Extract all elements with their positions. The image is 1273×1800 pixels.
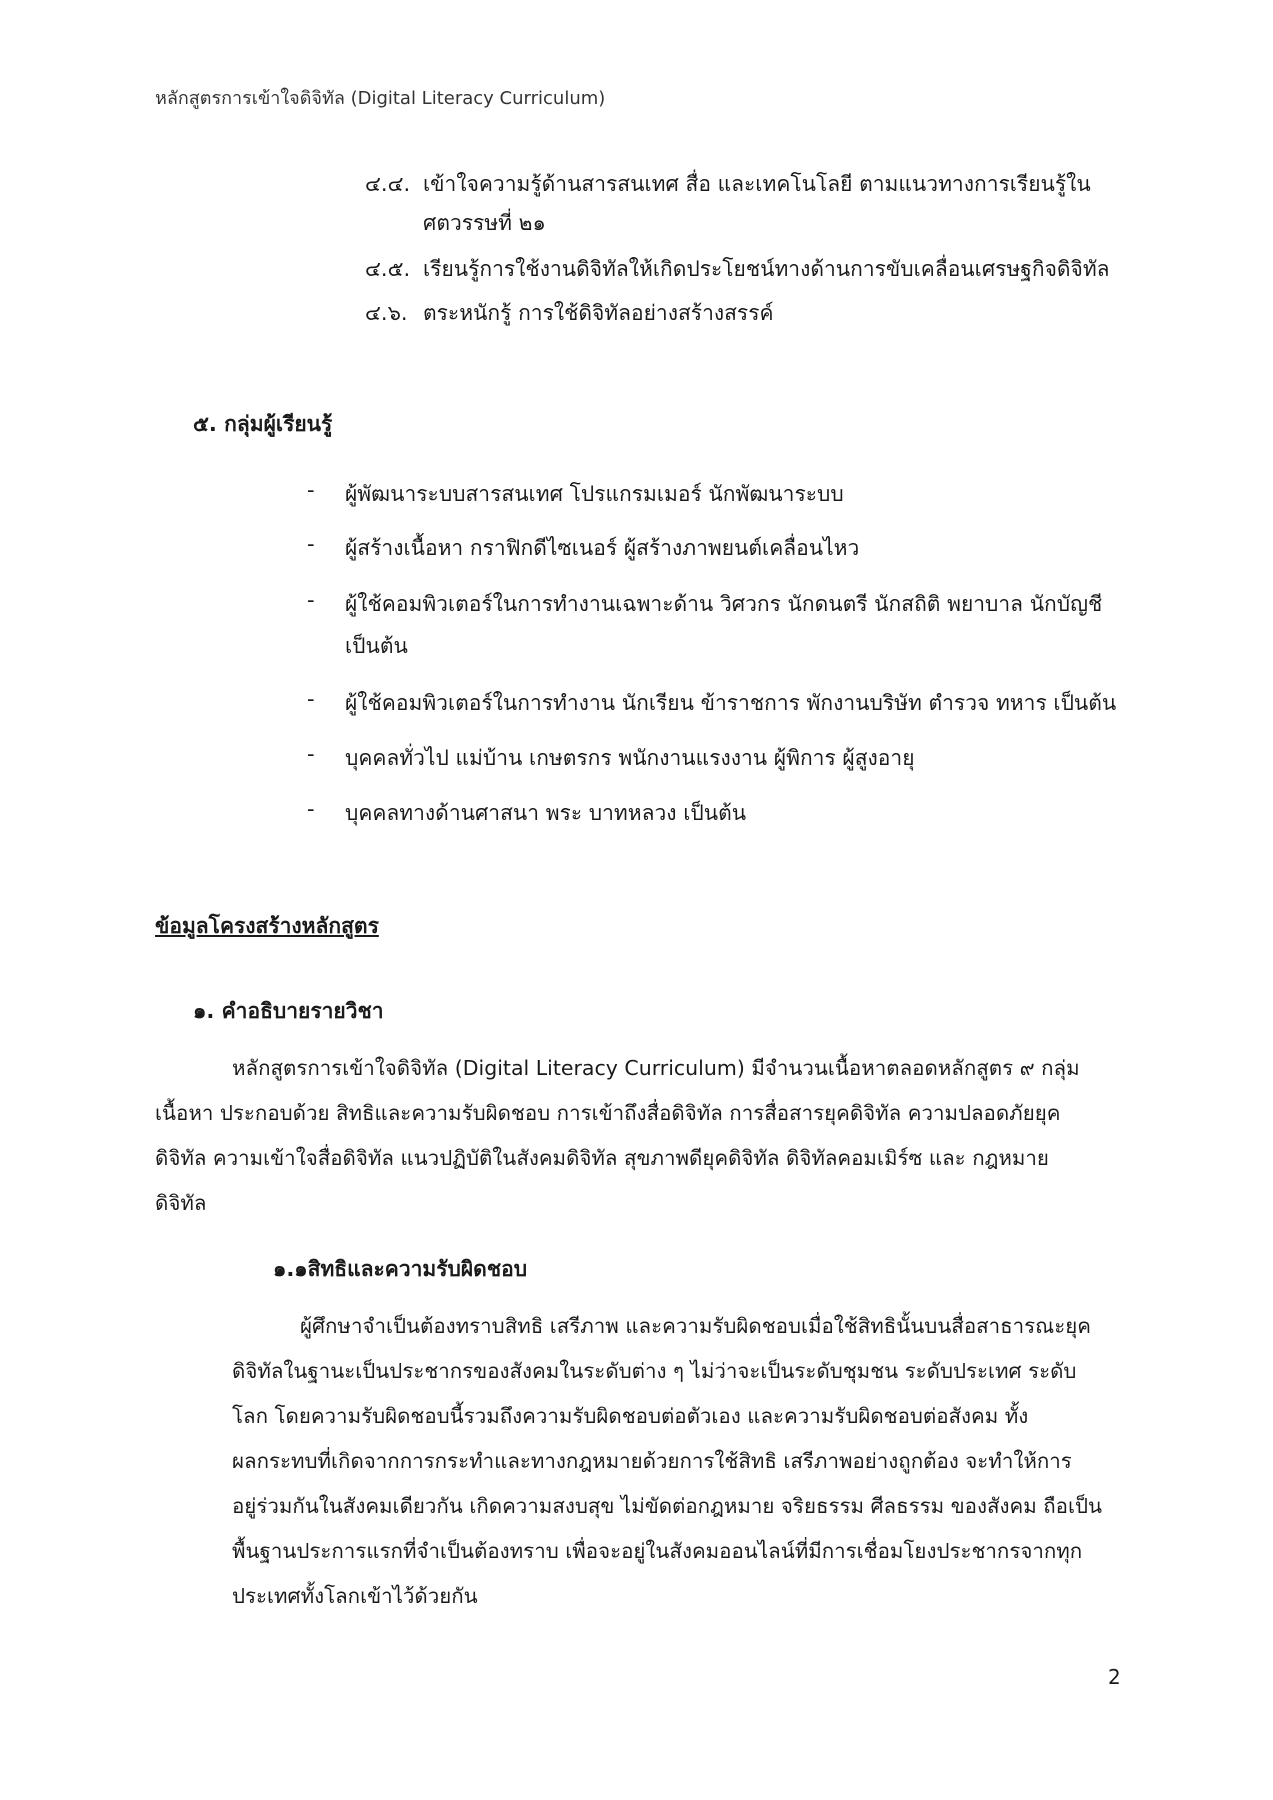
rights-heading: ๑.๑สิทธิและความรับผิดชอบ: [273, 1257, 528, 1281]
bullet-dash: -: [307, 532, 315, 556]
learner-text: ผู้พัฒนาระบบสารสนเทศ โปรแกรมเมอร์ นักพัฒนาระบบ: [345, 482, 844, 506]
page-number: 2: [1108, 1665, 1121, 1689]
paragraph-line: พื้นฐานประการแรกที่จำเป็นต้องทราบ เพื่อจะอยู่ในสังคมออนไลน์ที่มีการเชื่อมโยงประชากรจากทุก: [232, 1539, 1083, 1563]
paragraph-line: เนื้อหา ประกอบด้วย สิทธิและความรับผิดชอบ การเข้าถึงสื่อดิจิทัล การสื่อสารยุคดิจิทัล ความปลอดภัยยุค: [155, 1101, 1061, 1125]
paragraph-line: ผู้ศึกษาจำเป็นต้องทราบสิทธิ เสรีภาพ และความรับผิดชอบเมื่อใช้สิทธินั้นบนสื่อสาธารณะยุค: [300, 1314, 1091, 1338]
objective-text: ศตวรรษที่ ๒๑: [423, 211, 546, 235]
bullet-dash: -: [307, 742, 315, 766]
bullet-dash: -: [307, 687, 315, 711]
objective-text: เรียนรู้การใช้งานดิจิทัลให้เกิดประโยชน์ทางด้านการขับเคลื่อนเศรษฐกิจดิจิทัล: [423, 257, 1110, 281]
learner-text: เป็นต้น: [345, 634, 408, 658]
learner-text: ผู้ใช้คอมพิวเตอร์ในการทำงานเฉพาะด้าน วิศวกร นักดนตรี นักสถิติ พยาบาล นักบัญชี: [345, 592, 1103, 616]
paragraph-line: หลักสูตรการเข้าใจดิจิทัล (Digital Literacy Curriculum) มีจำนวนเนื้อหาตลอดหลักสูตร ๙ กลุ่ม: [232, 1056, 1080, 1080]
objective-number: ๔.๖.: [365, 301, 408, 325]
objective-number: ๔.๕.: [365, 257, 411, 281]
objective-text: ตระหนักรู้ การใช้ดิจิทัลอย่างสร้างสรรค์: [423, 301, 774, 325]
paragraph-line: ประเทศทั้งโลกเข้าไว้ด้วยกัน: [232, 1584, 478, 1608]
paragraph-line: ดิจิทัล ความเข้าใจสื่อดิจิทัล แนวปฏิบัติในสังคมดิจิทัล สุขภาพดียุคดิจิทัล ดิจิทัลคอมเมิร์ซ และ กฎหมาย: [155, 1146, 1049, 1170]
course-description-heading: ๑. คำอธิบายรายวิชา: [193, 999, 384, 1023]
bullet-dash: -: [307, 478, 315, 502]
learner-text: บุคคลทางด้านศาสนา พระ บาทหลวง เป็นต้น: [345, 801, 747, 825]
paragraph-line: โลก โดยความรับผิดชอบนี้รวมถึงความรับผิดชอบต่อตัวเอง และความรับผิดชอบต่อสังคม ทั้ง: [232, 1404, 1029, 1428]
paragraph-line: ดิจิทัล: [155, 1191, 207, 1215]
paragraph-line: ดิจิทัลในฐานะเป็นประชากรของสังคมในระดับต่าง ๆ ไม่ว่าจะเป็นระดับชุมชน ระดับประเทศ ระดับ: [232, 1359, 1077, 1383]
bullet-dash: -: [307, 588, 315, 612]
paragraph-line: ผลกระทบที่เกิดจากการกระทำและทางกฎหมายด้วยการใช้สิทธิ เสรีภาพอย่างถูกต้อง จะทำให้การ: [232, 1449, 1072, 1473]
learner-text: ผู้ใช้คอมพิวเตอร์ในการทำงาน นักเรียน ข้าราชการ พักงานบริษัท ตำรวจ ทหาร เป็นต้น: [345, 691, 1117, 715]
section-title: ข้อมูลโครงสร้างหลักสูตร: [155, 914, 379, 938]
bullet-dash: -: [307, 797, 315, 821]
objective-number: ๔.๔.: [365, 172, 411, 196]
objective-text: เข้าใจความรู้ด้านสารสนเทศ สื่อ และเทคโนโลยี ตามแนวทางการเรียนรู้ใน: [423, 172, 1091, 196]
learner-text: ผู้สร้างเนื้อหา กราฟิกดีไซเนอร์ ผู้สร้างภาพยนต์เคลื่อนไหว: [345, 536, 860, 560]
paragraph-line: อยู่ร่วมกันในสังคมเดียวกัน เกิดความสงบสุข ไม่ขัดต่อกฎหมาย จริยธรรม ศีลธรรม ของสังคม ถือเป็น: [232, 1494, 1103, 1518]
learners-heading: ๕. กลุ่มผู้เรียนรู้: [193, 412, 333, 436]
running-header: หลักสูตรการเข้าใจดิจิทัล (Digital Literacy Curriculum): [155, 88, 606, 109]
learner-text: บุคคลทั่วไป แม่บ้าน เกษตรกร พนักงานแรงงาน ผู้พิการ ผู้สูงอายุ: [345, 746, 915, 770]
